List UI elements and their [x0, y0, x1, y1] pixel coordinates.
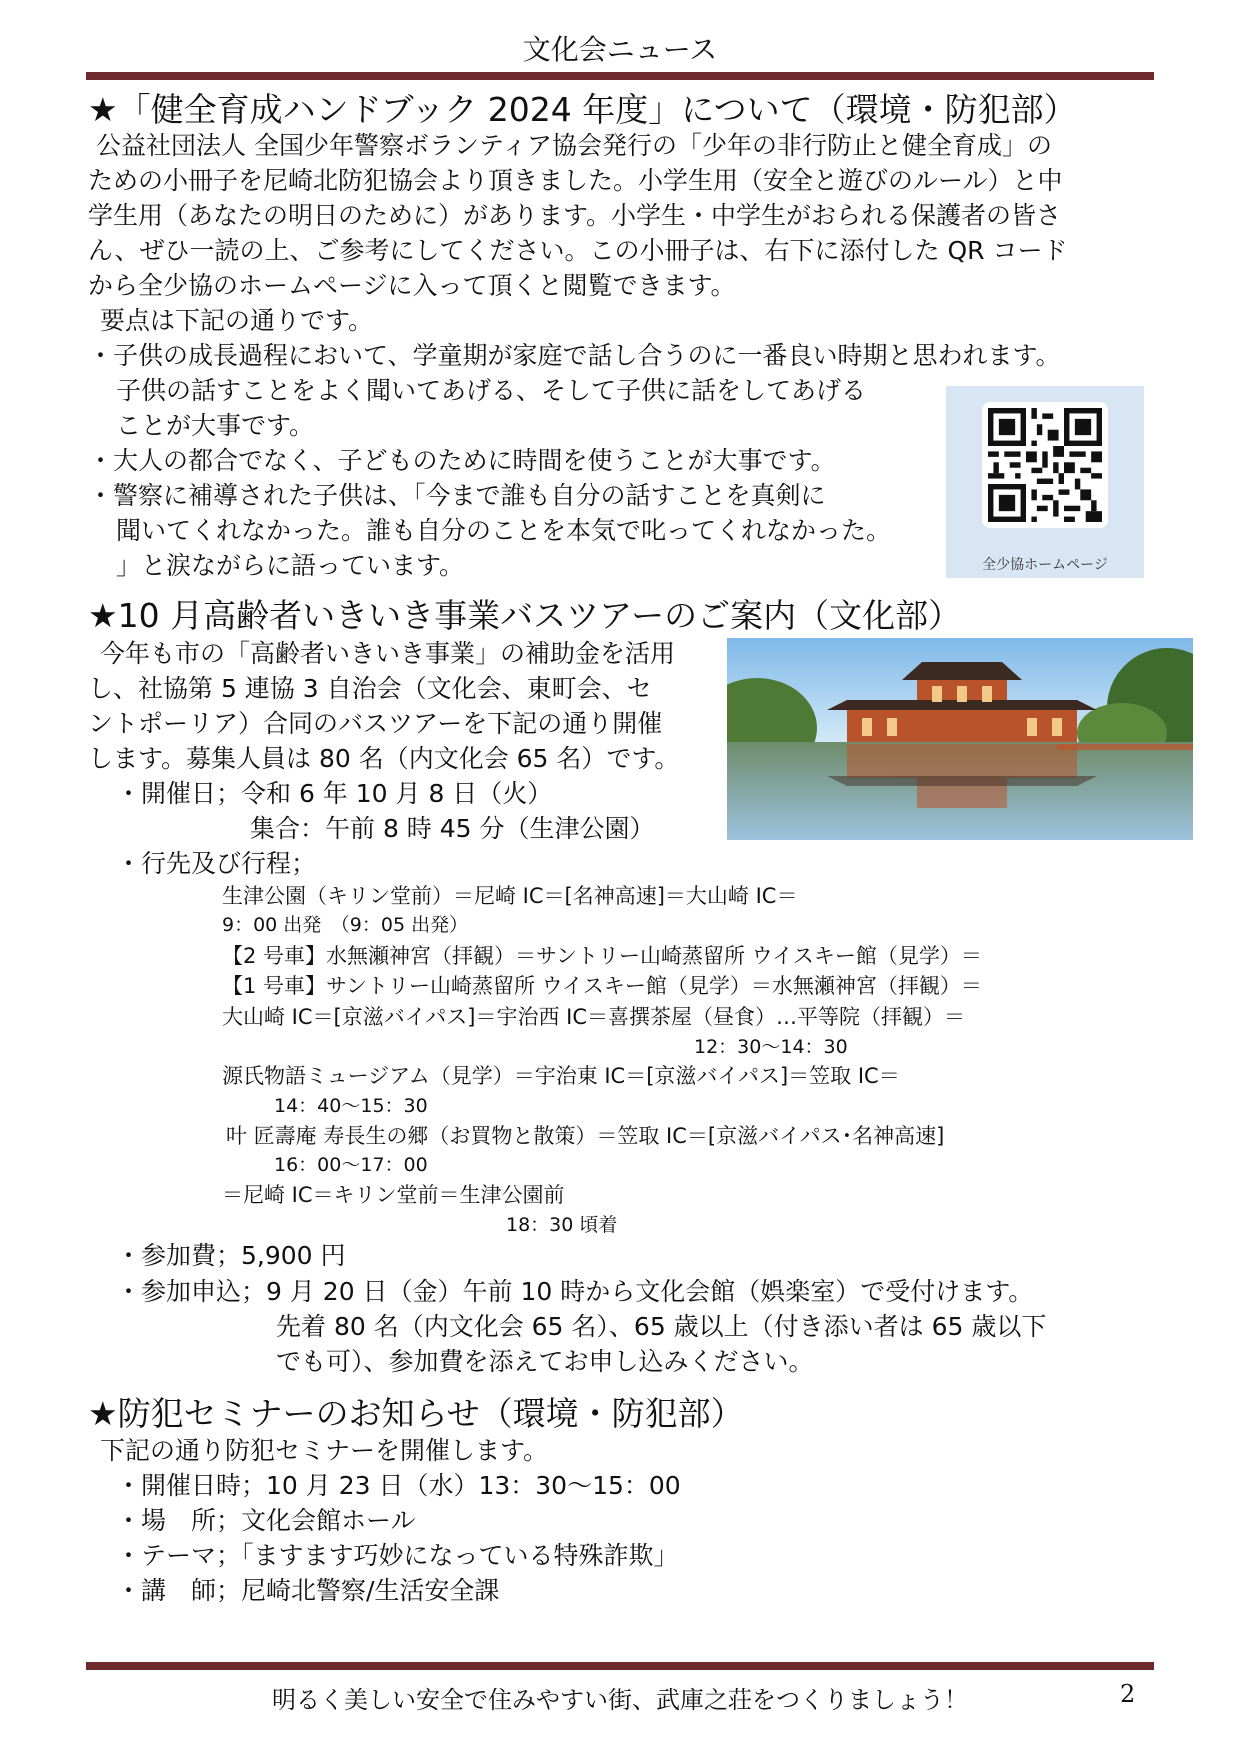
route-time: 9：00 出発 （9：05 出発） — [222, 914, 469, 936]
page-number: 2 — [1120, 1680, 1136, 1708]
route-line: 【1 号車】サントリー山崎蒸留所 ウイスキー館（見学）＝水無瀬神宮（拝観）＝ — [222, 974, 982, 998]
route-line: 源氏物語ミュージアム（見学）＝宇治東 IC＝[京滋バイパス]＝笠取 IC＝ — [222, 1064, 900, 1088]
section2-para-line: します。募集人員は 80 名（内文化会 65 名）です。 — [88, 744, 680, 773]
section1-para-line: から全少協のホームページに入って頂くと閲覧できます。 — [88, 271, 736, 300]
seminar-item: ・場 所；文化会館ホール — [116, 1506, 416, 1535]
route-time: 18：30 頃着 — [506, 1214, 618, 1236]
footer-slogan: 明るく美しい安全で住みやすい街、武庫之荘をつくりましょう！ — [272, 1686, 968, 1714]
section1-bullet: 子供の話すことをよく聞いてあげる、そして子供に話をしてあげる — [116, 376, 867, 405]
section1-bullet: 」と涙ながらに語っています。 — [116, 551, 465, 580]
route-line: 叶 匠壽庵 寿長生の郷（お買物と散策）＝笠取 IC＝[京滋バイパス･名神高速] — [226, 1124, 945, 1148]
tour-date: ・開催日；令和 6 年 10 月 8 日（火） — [116, 779, 553, 808]
section1-para-line: 公益社団法人 全国少年警察ボランティア協会発行の「少年の非行防止と健全育成」の — [96, 131, 1052, 160]
section2-heading: ★10 月高齢者いきいき事業バスツアーのご案内（文化部） — [88, 596, 962, 635]
top-divider — [86, 72, 1154, 80]
route-line: 【2 号車】水無瀬神宮（拝観）＝サントリー山崎蒸留所 ウイスキー館（見学）＝ — [222, 944, 982, 968]
seminar-item: ・講 師；尼崎北警察/生活安全課 — [116, 1576, 500, 1605]
section3-heading: ★防犯セミナーのお知らせ（環境・防犯部） — [88, 1394, 744, 1433]
section1-bullet: ・子供の成長過程において、学童期が家庭で話し合うのに一番良い時期と思われます。 — [88, 341, 1061, 370]
tour-apply: でも可）、参加費を添えてお申し込みください。 — [276, 1347, 814, 1376]
tour-apply: 先着 80 名（内文化会 65 名）、65 歳以上（付き添い者は 65 歳以下 — [276, 1312, 1047, 1341]
section1-para-line: ための小冊子を尼崎北防犯協会より頂きました。小学生用（安全と遊びのルール）と中 — [88, 166, 1063, 195]
section1-para-line: ん、ぜひ一読の上、ご参考にしてください。この小冊子は、右下に添付した QR コード — [88, 236, 1068, 265]
section1-bullet: ・警察に補導された子供は、「今まで誰も自分の話すことを真剣に — [88, 481, 826, 510]
bottom-divider — [86, 1662, 1154, 1670]
route-time: 12：30～14：30 — [694, 1036, 848, 1058]
section2-para-line: ントポーリア）合同のバスツアーを下記の通り開催 — [88, 709, 663, 738]
qr-code-icon — [982, 402, 1108, 528]
seminar-intro: 下記の通り防犯セミナーを開催します。 — [100, 1436, 549, 1465]
section1-points-intro: 要点は下記の通りです。 — [100, 306, 374, 335]
tour-apply: ・参加申込；9 月 20 日（金）午前 10 時から文化会館（娯楽室）で受付けます。 — [116, 1277, 1034, 1306]
qr-code-panel — [946, 386, 1144, 578]
section1-bullet: ことが大事です。 — [116, 411, 315, 440]
seminar-item: ・テーマ；「ますます巧妙になっている特殊詐欺」 — [116, 1541, 679, 1570]
route-time: 16：00～17：00 — [274, 1154, 428, 1176]
route-time: 14：40～15：30 — [274, 1095, 428, 1117]
section2-para-line: 今年も市の「高齢者いきいき事業」の補助金を活用 — [100, 639, 676, 668]
newsletter-title: 文化会ニュース — [522, 33, 718, 66]
temple-photo — [727, 638, 1193, 840]
section1-para-line: 学生用（あなたの明日のために）があります。小学生・中学生がおられる保護者の皆さ — [88, 201, 1062, 230]
tour-meeting-time: 集合：午前 8 時 45 分（生津公園） — [250, 814, 655, 843]
route-line: 生津公園（キリン堂前）＝尼崎 IC＝[名神高速]＝大山崎 IC＝ — [222, 884, 798, 908]
route-line: 大山崎 IC＝[京滋バイパス]＝宇治西 IC＝喜撰茶屋（昼食）…平等院（拝観）＝ — [222, 1005, 966, 1029]
route-line: ＝尼崎 IC＝キリン堂前＝生津公園前 — [222, 1183, 565, 1207]
seminar-item: ・開催日時；10 月 23 日（水）13：30～15：00 — [116, 1471, 681, 1500]
section1-heading: ★「健全育成ハンドブック 2024 年度」について（環境・防犯部） — [88, 90, 1077, 129]
tour-fee: ・参加費；5,900 円 — [116, 1241, 346, 1270]
qr-caption: 全少協ホームページ — [982, 557, 1108, 573]
tour-route-label: ・行先及び行程； — [116, 849, 317, 878]
section1-bullet: ・大人の都合でなく、子どものために時間を使うことが大事です。 — [88, 446, 836, 475]
section2-para-line: し、社協第 5 連協 3 自治会（文化会、東町会、セ — [88, 674, 652, 703]
section1-bullet: 聞いてくれなかった。誰も自分のことを本気で叱ってくれなかった。 — [116, 516, 892, 545]
